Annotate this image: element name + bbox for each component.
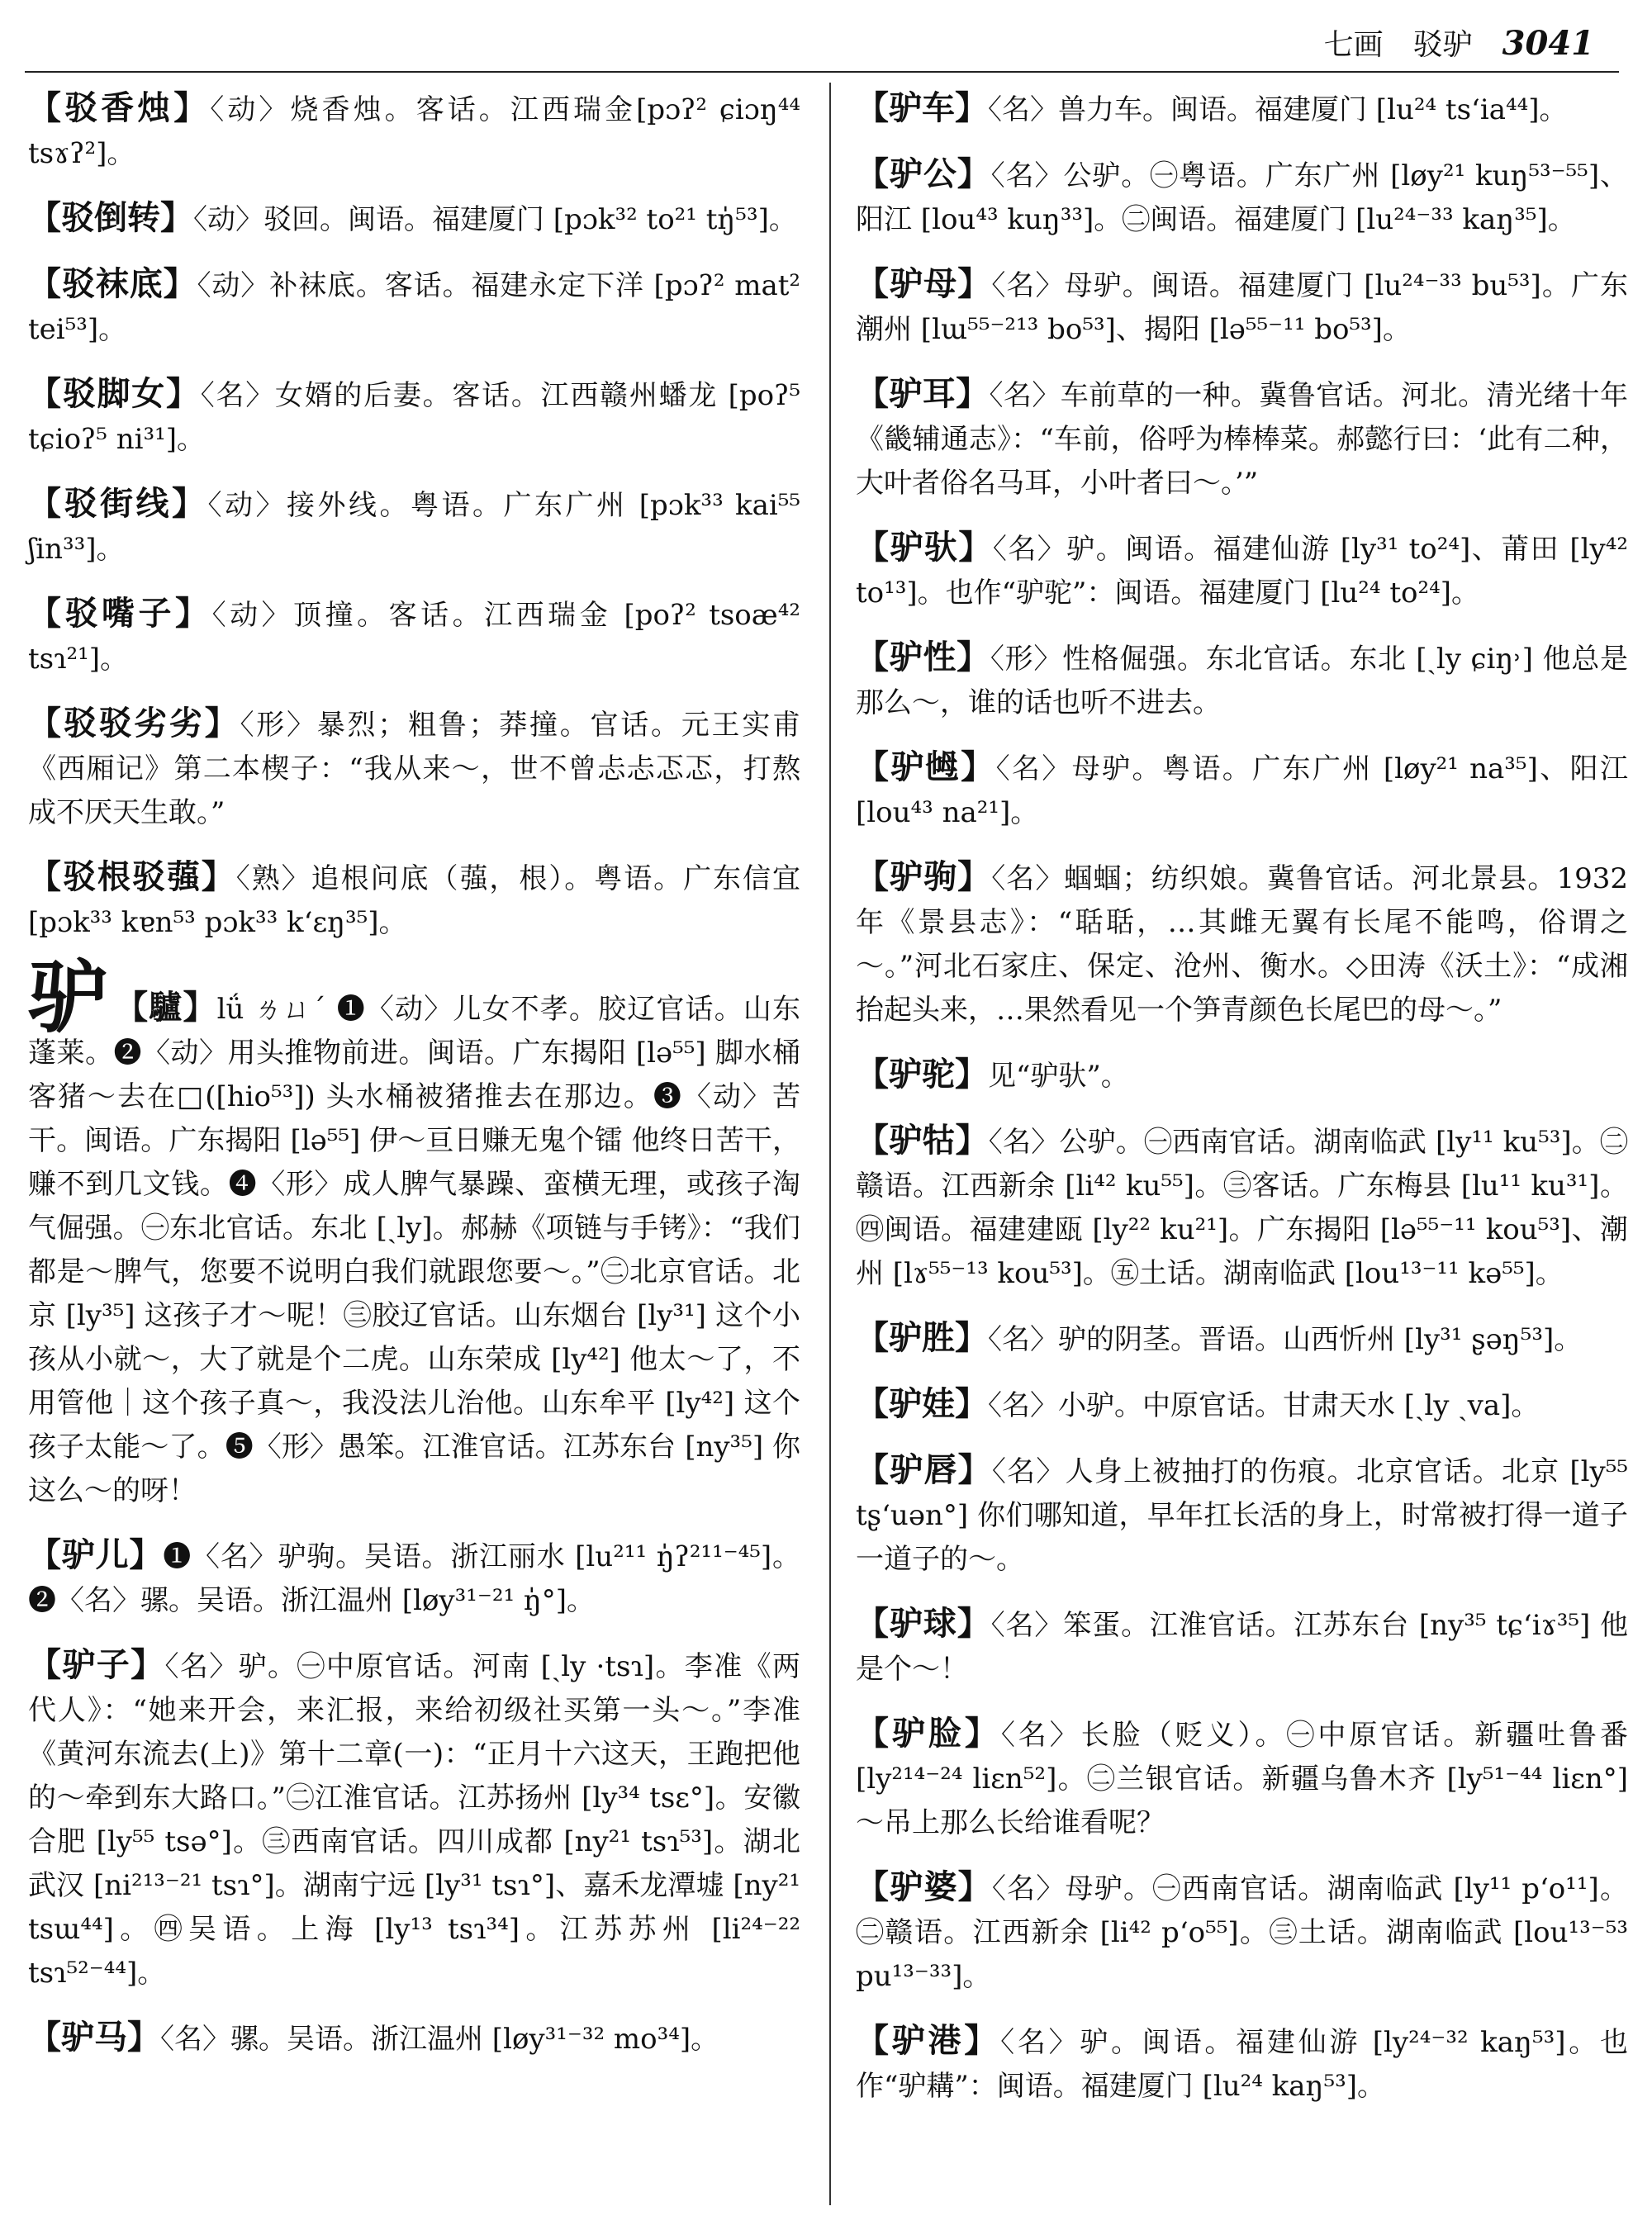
dictionary-entry	[28, 86, 800, 176]
page-number: 3041	[1502, 24, 1594, 63]
entry-definition: 〈名〉人身上被抽打的伤痕。北京官话。北京 [ly⁵⁵ tʂʻuən°] 你们哪知道，早年扛长活的身上，时常被打得一道子一道子的～。	[856, 1455, 1629, 1576]
entry-definition: 〈名〉小驴。中原官话。甘肃天水 [ˏly ˏva]。	[988, 1389, 1540, 1422]
dictionary-entry	[856, 86, 1628, 132]
dictionary-entry	[856, 1601, 1628, 1691]
entry-headword: 【驴车】	[856, 88, 988, 127]
entry-definition: 〈名〉笨蛋。江淮官话。江苏东台 [ny³⁵ tɕʻiɤ³⁵] 他是个～！	[856, 1609, 1629, 1686]
dictionary-entry	[856, 855, 1628, 1032]
entry-definition: 〈名〉女婿的后妻。客话。江西赣州蟠龙 [poʔ⁵ tɕioʔ⁵ ni³¹]。	[28, 379, 800, 456]
entry-definition: 〈名〉母驴。粤语。广东广州 [løy²¹ na³⁵]、阳江 [lou⁴³ na²¹]。	[856, 752, 1629, 829]
dictionary-entry	[28, 1533, 800, 1623]
entry-definition: 〈名〉母驴。闽语。福建厦门 [lu²⁴⁻³³ bu⁵³]。广东潮州 [lɯ⁵⁵⁻²¹³ bo⁵³]、揭阳 [lə⁵⁵⁻¹¹ bo⁵³]。	[856, 269, 1628, 346]
entry-definition: 〈动〉驳回。闽语。福建厦门 [pɔk³² to²¹ tŋ̍⁵³]。	[193, 203, 797, 236]
dictionary-entry	[856, 1382, 1628, 1428]
dictionary-entry	[856, 1711, 1628, 1845]
entry-headword: 【驳袜底】	[28, 264, 197, 303]
entry-definition: 〈动〉烧香烛。客话。江西瑞金[pɔʔ² ɕiɔŋ⁴⁴ tsɤʔ²]。	[28, 93, 801, 170]
entry-definition: 〈名〉驴的阴茎。晋语。山西忻州 [ly³¹ ʂəŋ⁵³]。	[988, 1323, 1583, 1356]
right-column	[856, 86, 1628, 2128]
dictionary-entry	[856, 635, 1628, 725]
dictionary-entry	[28, 855, 800, 945]
entry-definition: 〈名〉驴。闽语。福建仙游 [ly³¹ to²⁴]、莆田 [ly⁴² to¹³]。也作“驴驼”：闽语。福建厦门 [lu²⁴ to²⁴]。	[856, 533, 1629, 610]
dictionary-entry	[28, 701, 800, 835]
entry-headword: 【驴儿】	[28, 1535, 164, 1574]
entry-definition: 〈名〉公驴。㊀粤语。广东广州 [løy²¹ kuŋ⁵³⁻⁵⁵]、阳江 [lou⁴³ kuŋ³³]。㊁闽语。福建厦门 [lu²⁴⁻³³ kaŋ³⁵]。	[856, 159, 1628, 236]
dictionary-entry	[28, 372, 800, 462]
dictionary-entry	[856, 1865, 1628, 1999]
dictionary-entry	[28, 591, 800, 681]
entry-definition: 〈名〉车前草的一种。冀鲁官话。河北。清光绪十年《畿辅通志》：“车前，俗呼为棒棒菜。郝懿行曰：‘此有二种，大叶者俗名马耳，小叶者曰～。’”	[856, 379, 1629, 500]
dictionary-entry	[28, 196, 800, 242]
entry-definition: lǘ ㄌㄩˊ ❶〈动〉儿女不孝。胶辽官话。山东蓬莱。❷〈动〉用头推物前进。闽语。广东揭阳 [lə⁵⁵] 脚水桶客猪～去在□([hio⁵³]) 头水桶被猪推去在那边。❸〈动〉苦干。闽语。广东揭阳 [lə⁵⁵] 伊～亘日赚无鬼个镭 他终日苦干，赚不到几文钱。❹〈形〉成人脾气暴躁、蛮横无理，或孩子淘气倔强。㊀东北官话。东北 [ˏly]。郝赫《项链与手铐》：“我们都是～脾气，您要不说明白我们就跟您要～。”㊁北京官话。北京 [ly³⁵] 这孩子才～呢！㊂胶辽官话。山东烟台 [ly³¹] 这个小孩从小就～，大了就是个二虎。山东荣成 [ly⁴²] 他太～了，不用管他｜这个孩子真～，我没法儿治他。山东牟平 [ly⁴²] 这个孩子太能～了。❺〈形〉愚笨。江淮官话。江苏东台 [ny³⁵] 你这么～的呀！	[28, 993, 801, 1507]
column-divider	[829, 83, 831, 2205]
entry-headword: 【驴驮】	[856, 528, 993, 567]
entry-definition: 〈名〉长脸（贬义）。㊀中原官话。新疆吐鲁番 [ly²¹⁴⁻²⁴ liɛn⁵²]。㊁兰银官话。新疆乌鲁木齐 [ly⁵¹⁻⁴⁴ liɛn°] ～吊上那么长给谁看呢？	[856, 1719, 1629, 1839]
entry-headword: 【驴马】	[28, 2018, 160, 2057]
entry-headword: 【驴胜】	[856, 1318, 988, 1357]
entry-definition: 〈名〉驴。闽语。福建仙游 [ly²⁴⁻³² kaŋ⁵³]。也作“驴耩”：闽语。福建厦门 [lu²⁴ kaŋ⁵³]。	[856, 2026, 1628, 2103]
dictionary-entry	[28, 482, 800, 572]
entry-definition: 〈动〉接外线。粤语。广东广州 [pɔk³³ kai⁵⁵ ʃin³³]。	[28, 489, 801, 566]
entry-definition: 〈名〉驴。㊀中原官话。河南 [ˏly ·tsɿ]。李准《两代人》：“她来开会，来汇报，来给初级社买第一头～。”李准《黄河东流去(上)》第十二章(一)：“正月十六这天，王跑把他的～牵到东大路口。”㊁江淮官话。江苏扬州 [ly³⁴ tsɛ°]。安徽合肥 [ly⁵⁵ tsə°]。㊂西南官话。四川成都 [ny²¹ tsɿ⁵³]。湖北武汉 [ni²¹³⁻²¹ tsɿ°]。湖南宁远 [ly³¹ tsɿ°]、嘉禾龙潭墟 [ny²¹ tsɯ⁴⁴]。㊃吴语。上海 [ly¹³ tsɿ³⁴]。江苏苏州 [li²⁴⁻²² tsɿ⁵²⁻⁴⁴]。	[28, 1650, 801, 1990]
entry-definition: 〈形〉性格倔强。东北官话。东北 [ˏly ɕiŋ˒] 他总是那么～，谁的话也听不进去。	[856, 643, 1628, 719]
entry-definition: 〈熟〉追根问底（蔃，根）。粤语。广东信宜 [pɔk³³ kɐn⁵³ pɔk³³ kʻɛŋ³⁵]。	[28, 862, 801, 939]
entry-headword: 【驳嘴子】	[28, 594, 212, 633]
header-chars: 驳驴	[1412, 28, 1473, 62]
entry-definition: 〈名〉公驴。㊀西南官话。湖南临武 [ly¹¹ ku⁵³]。㊁赣语。江西新余 [li⁴² ku⁵⁵]。㊂客话。广东梅县 [lu¹¹ ku³¹]。㊃闽语。福建建瓯 [ly²² ku²¹]。广东揭阳 [lə⁵⁵⁻¹¹ kou⁵³]、潮州 [lɤ⁵⁵⁻¹³ kou⁵³]。㊄土话。湖南临武 [lou¹³⁻¹¹ kə⁵⁵]。	[856, 1126, 1628, 1290]
entry-definition: 〈名〉蝈蝈；纺织娘。冀鲁官话。河北景县。1932年《景县志》：“聒聒，…其雌无翼有长尾不能鸣，俗谓之～。”河北石家庄、保定、沧州、衡水。◇田涛《沃土》：“成湘抬起头来，…果然看见一个笋青颜色长尾巴的母～。”	[856, 862, 1628, 1027]
header-rule	[25, 71, 1619, 73]
dictionary-entry	[856, 745, 1628, 835]
dictionary-entry	[28, 1643, 800, 1995]
entry-headword: 【驳驳劣劣】	[28, 704, 240, 743]
entry-headword: 【驴港】	[856, 2021, 1001, 2060]
entry-headword: 【驴驼】	[856, 1055, 988, 1094]
dictionary-entry	[856, 152, 1628, 242]
dictionary-entry	[856, 262, 1628, 352]
dictionary-entry	[28, 2015, 800, 2062]
entry-headword: 【驴唇】	[856, 1450, 992, 1489]
entry-headword: 【驢】	[115, 988, 217, 1027]
head-character: 驴	[28, 951, 109, 1044]
entry-definition: 〈名〉兽力车。闽语。福建厦门 [lu²⁴ tsʻia⁴⁴]。	[988, 93, 1568, 126]
entry-headword: 【驴耳】	[856, 374, 990, 413]
dictionary-entry	[856, 1118, 1628, 1296]
dictionary-entry	[856, 1052, 1628, 1098]
dictionary-entry	[856, 2019, 1628, 2109]
entry-definition: 〈动〉补袜底。客话。福建永定下洋 [pɔʔ² mat² tei⁵³]。	[28, 269, 801, 346]
dictionary-entry	[856, 1316, 1628, 1362]
entry-headword: 【驳倒转】	[28, 198, 193, 237]
entry-headword: 【驳脚女】	[28, 374, 201, 413]
entry-headword: 【驳街线】	[28, 484, 208, 523]
entry-headword: 【驴性】	[856, 638, 990, 676]
entry-headword: 【驴驹】	[856, 857, 992, 896]
entry-headword: 【驴牯】	[856, 1121, 989, 1160]
entry-definition: 见“驴驮”。	[988, 1060, 1129, 1093]
entry-definition: ❶〈名〉驴驹。吴语。浙江丽水 [lu²¹¹ ŋ̍ʔ²¹¹⁻⁴⁵]。❷〈名〉骡。吴语。浙江温州 [løy³¹⁻²¹ ŋ̍°]。	[28, 1540, 800, 1617]
dictionary-entry	[856, 372, 1628, 505]
entry-headword: 【驳香烛】	[28, 88, 211, 127]
entry-headword: 【驴婆】	[856, 1867, 992, 1906]
entry-headword: 【驴脸】	[856, 1714, 1001, 1753]
entry-definition: 〈名〉母驴。㊀西南官话。湖南临武 [ly¹¹ pʻo¹¹]。㊁赣语。江西新余 [li⁴² pʻo⁵⁵]。㊂土话。湖南临武 [lou¹³⁻⁵³ pu¹³⁻³³]。	[856, 1872, 1628, 1993]
entry-definition: 〈形〉暴烈；粗鲁；莽撞。官话。元王实甫《西厢记》第二本楔子：“我从来～，世不曾忐忐忑忑，打熬成不厌天生敢。”	[28, 709, 800, 829]
entry-definition: 〈动〉顶撞。客话。江西瑞金 [poʔ² tsoæ⁴² tsɿ²¹]。	[28, 599, 800, 676]
left-column	[28, 86, 800, 2081]
dictionary-entry	[28, 951, 801, 1513]
entry-definition: 〈名〉骡。吴语。浙江温州 [løy³¹⁻³² mo³⁴]。	[160, 2023, 719, 2056]
page-header	[1324, 21, 1594, 71]
entry-headword: 【驴乸】	[856, 747, 996, 786]
dictionary-entry	[28, 262, 800, 352]
entry-headword: 【驴球】	[856, 1604, 991, 1643]
entry-headword: 【驳根驳蔃】	[28, 857, 236, 896]
dictionary-entry	[856, 525, 1628, 615]
entry-headword: 【驴母】	[856, 264, 992, 303]
entry-headword: 【驴子】	[28, 1645, 165, 1684]
dictionary-entry	[856, 1448, 1628, 1582]
entry-headword: 【驴公】	[856, 154, 991, 193]
entry-headword: 【驴娃】	[856, 1384, 988, 1423]
header-section: 七画	[1323, 28, 1384, 62]
